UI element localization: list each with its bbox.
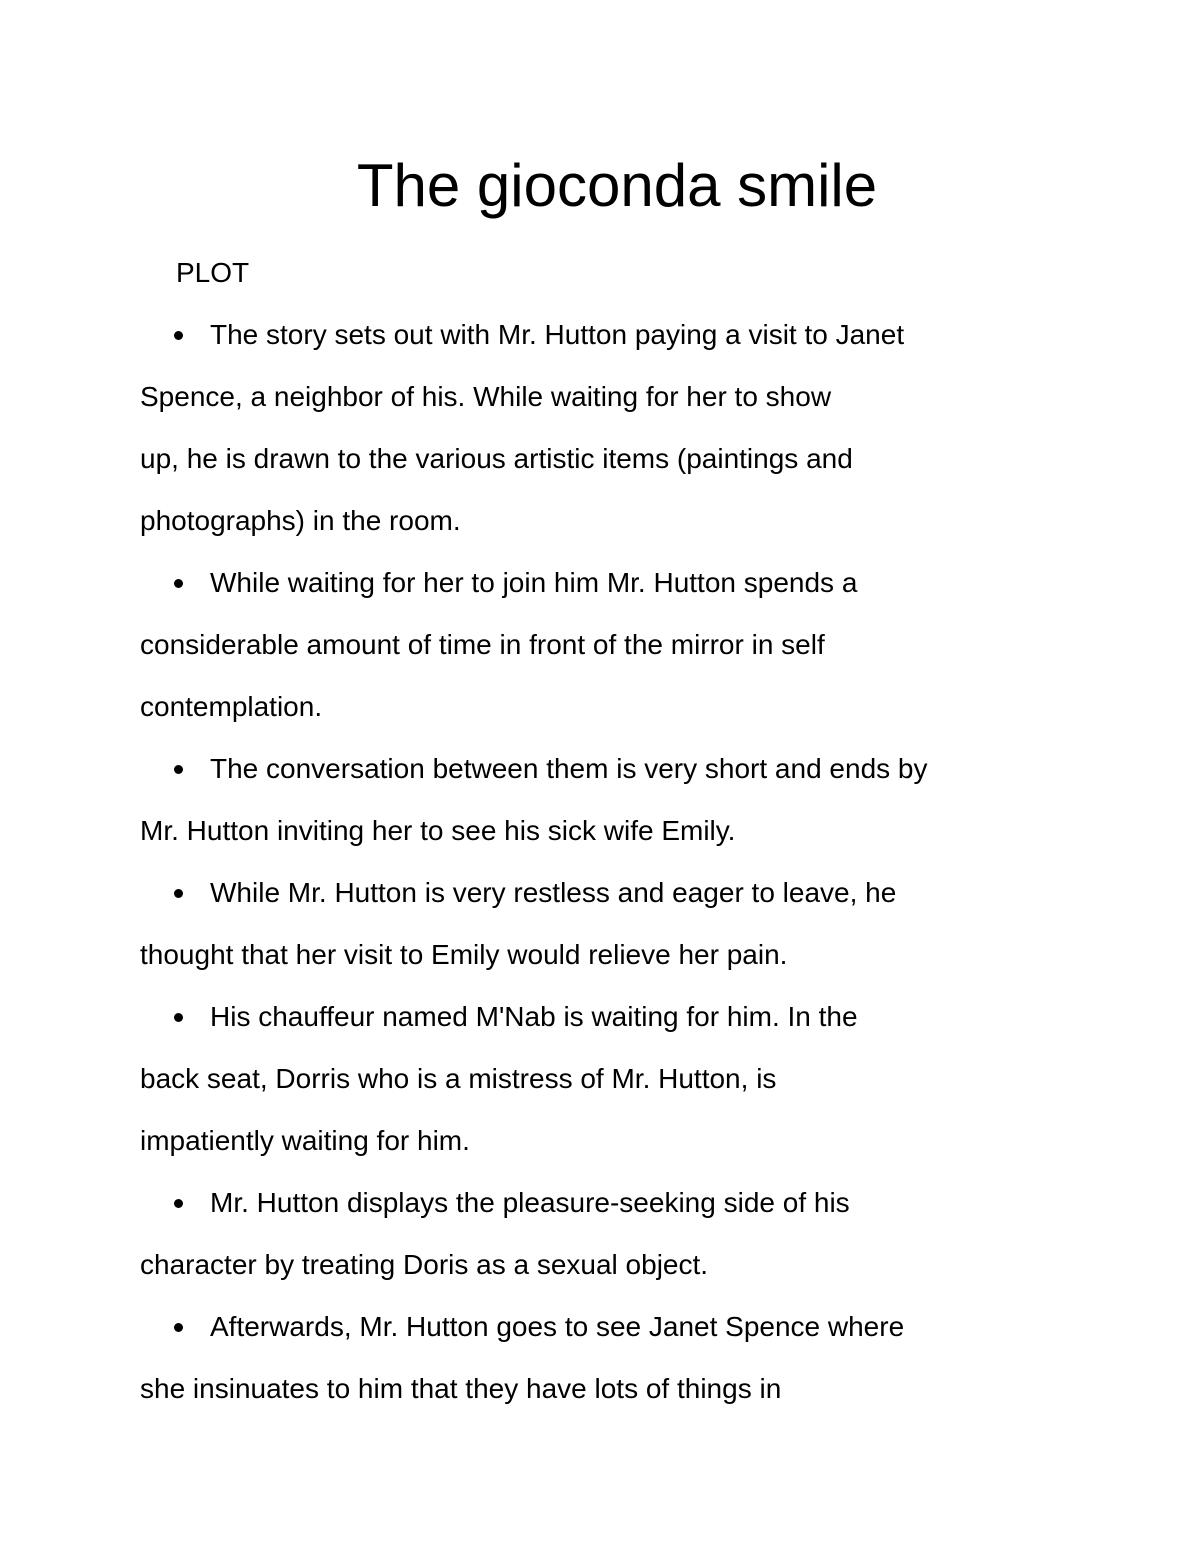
paragraph-line: up, he is drawn to the various artistic items (paintings and — [140, 443, 853, 474]
bullet-icon — [174, 579, 183, 588]
paragraph-line: contemplation. — [140, 691, 323, 722]
paragraph-line: impatiently waiting for him. — [140, 1125, 470, 1156]
bullet-icon — [174, 765, 183, 774]
bullet-icon — [174, 889, 183, 898]
bullet-text: The story sets out with Mr. Hutton paying a visit to Janet — [210, 319, 905, 350]
bullet-icon — [174, 1323, 183, 1332]
paragraph-line: considerable amount of time in front of the mirror in self — [140, 629, 825, 660]
bullet-text: The conversation between them is very short and ends by — [210, 753, 928, 784]
paragraph-line: character by treating Doris as a sexual object. — [140, 1249, 709, 1280]
bullet-icon — [174, 1013, 183, 1022]
paragraph-line: Spence, a neighbor of his. While waiting for her to show — [140, 381, 832, 412]
bullet-text: His chauffeur named M'Nab is waiting for him. In the — [210, 1001, 858, 1032]
bullet-icon — [174, 1199, 183, 1208]
paragraph-line: she insinuates to him that they have lots of things in — [140, 1373, 782, 1404]
bullet-text: While Mr. Hutton is very restless and eager to leave, he — [210, 877, 897, 908]
bullet-icon — [174, 331, 183, 340]
paragraph-line: Mr. Hutton inviting her to see his sick wife Emily. — [140, 815, 736, 846]
paragraph-line: photographs) in the room. — [140, 505, 461, 536]
paragraph-line: back seat, Dorris who is a mistress of Mr. Hutton, is — [140, 1063, 777, 1094]
document-title: The gioconda smile — [356, 152, 878, 219]
bullet-text: Afterwards, Mr. Hutton goes to see Janet Spence where — [210, 1311, 905, 1342]
section-heading: PLOT — [176, 257, 250, 288]
paragraph-line: thought that her visit to Emily would relieve her pain. — [140, 939, 788, 970]
bullet-text: Mr. Hutton displays the pleasure-seeking side of his — [210, 1187, 850, 1218]
bullet-text: While waiting for her to join him Mr. Hutton spends a — [210, 567, 858, 598]
